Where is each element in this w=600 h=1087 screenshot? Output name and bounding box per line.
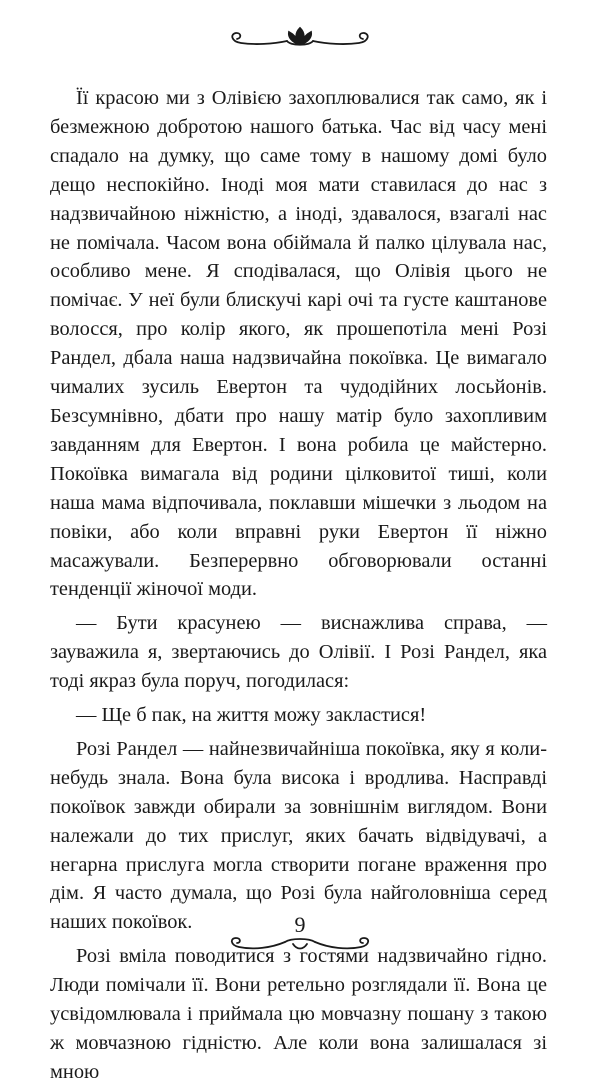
paragraph-3: — Ще б пак, на життя можу закластися! [76,704,427,727]
top-ornament-flourish [225,22,375,56]
paragraph-5: Розі вміла поводитися з гостями надзвичайно гідно. Люди помічали її. Вони ретельно розглядали її. Вона це усвідомлювала і приймала цю мовчазну пошану з такою ж мовчазною гідністю. Але коли вона залишалася зі мною [50,945,547,1083]
paragraph-2: — Бути красунею — виснажлива справа, — зауважила я, звертаючись до Олівії. І Розі Рандел, яка тоді якраз була поруч, погодилася: [50,612,547,693]
paragraph-1: Її красою ми з Олівією захоплювалися так само, як і безмежною добротою нашого батька. Час від часу мені спадало на думку, що саме тому в нашому домі було дещо неспокійно. Іноді моя мати ставилася до нас з надзвичайною ніжністю, а іноді, здавалося, взагалі нас не помічала. Часом вона обіймала й палко цілувала нас, особливо мене. Я сподівалася, що Олівія цього не помічає. У неї були блискучі карі очі та густе каштанове волосся, про колір якого, як прошепотіла мені Розі Рандел, дбала наша надзвичайна покоївка. Це вимагало чималих зусиль Евертон та чудодійних лосьйонів. Безсумнівно, дбати про нашу матір було захопливим завданням для Евертон. І вона робила це майстерно. Покоївка вимагала від родини цілковитої тиші, коли наша мама відпочивала, поклавши мішечки з льодом на повіки, або коли вправні руки Евертон її ніжно масажували. Безперервно обговорювали останні тенденції жіночої моди. [50,87,547,601]
page-number: 9 [294,912,306,937]
paragraph-4: Розі Рандел — найнезвичайніша покоївка, яку я коли-небудь знала. Вона була висока і вродлива. Насправді покоївок завжди обирали за зовнішнім виглядом. Вони належали до тих прислуг, яких бачать відвідувачі, а негарна прислуга могла створити погане враження про дім. Я часто думала, що Розі була найголовніша серед наших покоївок. [50,737,547,934]
bottom-ornament-flourish [225,930,375,960]
page-footer [225,912,375,962]
